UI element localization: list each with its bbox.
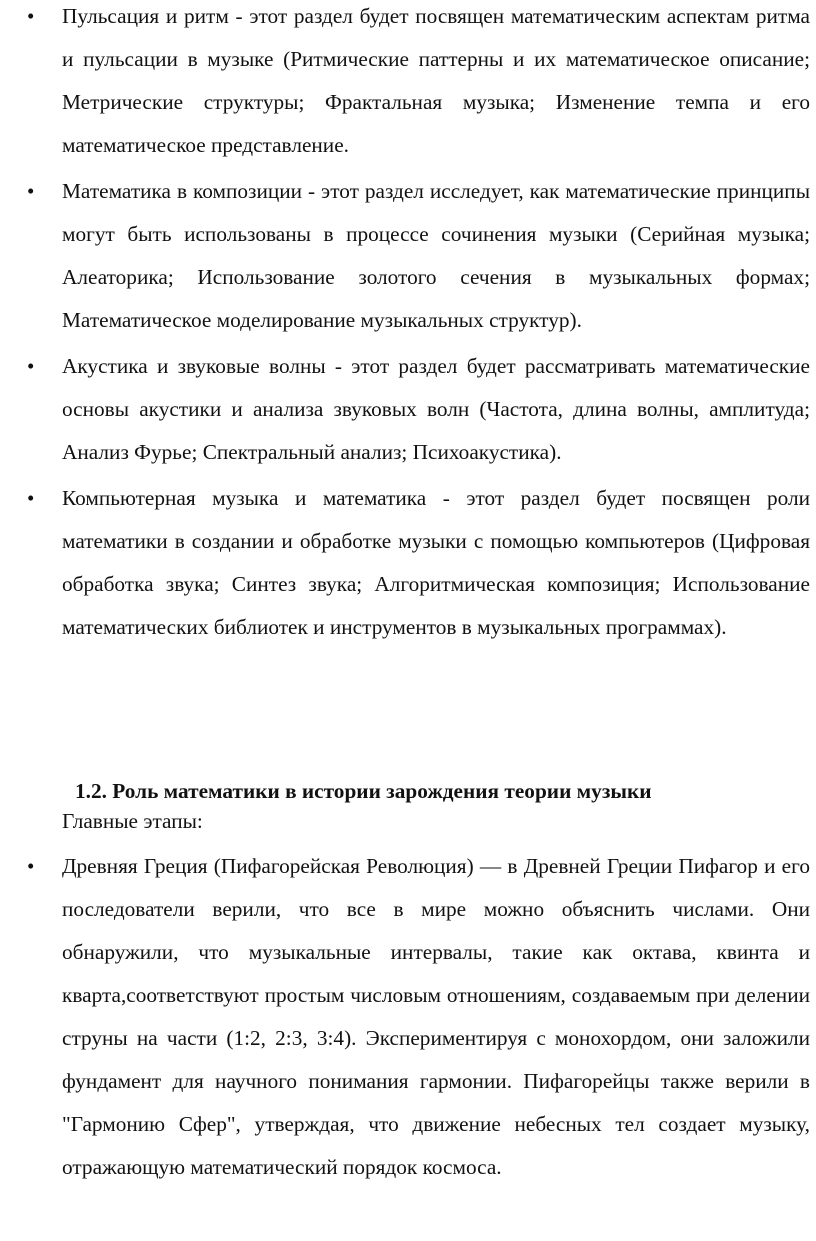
section-subtitle: Главные этапы:	[62, 809, 203, 833]
stages-bullet-list	[0, 845, 816, 1189]
bullet-icon: •	[27, 354, 35, 378]
list-item	[0, 0, 816, 167]
list-item-text: Акустика и звуковые волны - этот раздел будет рассматривать математические основы акустики и анализа звуковых волн (Частота, длина волны, амплитуда; Анализ Фурье; Спектральный анализ; Психоакустика).	[62, 354, 810, 464]
list-item-text: Математика в композиции - этот раздел исследует, как математические принципы могут быть использованы в процессе сочинения музыки (Серийная музыка; Алеаторика; Использование золотого сечения в музыкальных формах; Математическое моделирование музыкальных структур).	[62, 179, 810, 332]
list-item-text: Древняя Греция (Пифагорейская Революция) — в Древней Греции Пифагор и его последователи верили, что все в мире можно объяснить числами. Они обнаружили, что музыкальные интервалы, такие как октава, квинта и кварта,соответствуют простым числовым отношениям, создаваемым при делении струны на части (1:2, 2:3, 3:4). Экспериментируя с монохордом, они заложили фундамент для научного понимания гармонии. Пифагорейцы также верили в "Гармонию Сфер", утверждая, что движение небесных тел создает музыку, отражающую математический порядок космоса.	[62, 854, 810, 1179]
section-heading: 1.2. Роль математики в истории зарождения теории музыки	[75, 779, 652, 803]
bullet-icon: •	[27, 854, 35, 878]
bullet-icon: •	[27, 179, 35, 203]
list-item-text: Компьютерная музыка и математика - этот раздел будет посвящен роли математики в создании и обработке музыки с помощью компьютеров (Цифровая обработка звука; Синтез звука; Алгоритмическая композиция; Использование математических библиотек и инструментов в музыкальных программах).	[62, 486, 810, 639]
list-item	[0, 170, 816, 342]
list-item	[0, 345, 816, 474]
list-item	[0, 845, 816, 1189]
bullet-icon: •	[27, 486, 35, 510]
list-item	[0, 477, 816, 649]
list-item-text: Пульсация и ритм - этот раздел будет посвящен математическим аспектам ритма и пульсации в музыке (Ритмические паттерны и их математическое описание; Метрические структуры; Фрактальная музыка; Изменение темпа и его математическое представление.	[62, 4, 810, 157]
bullet-icon: •	[27, 4, 35, 28]
